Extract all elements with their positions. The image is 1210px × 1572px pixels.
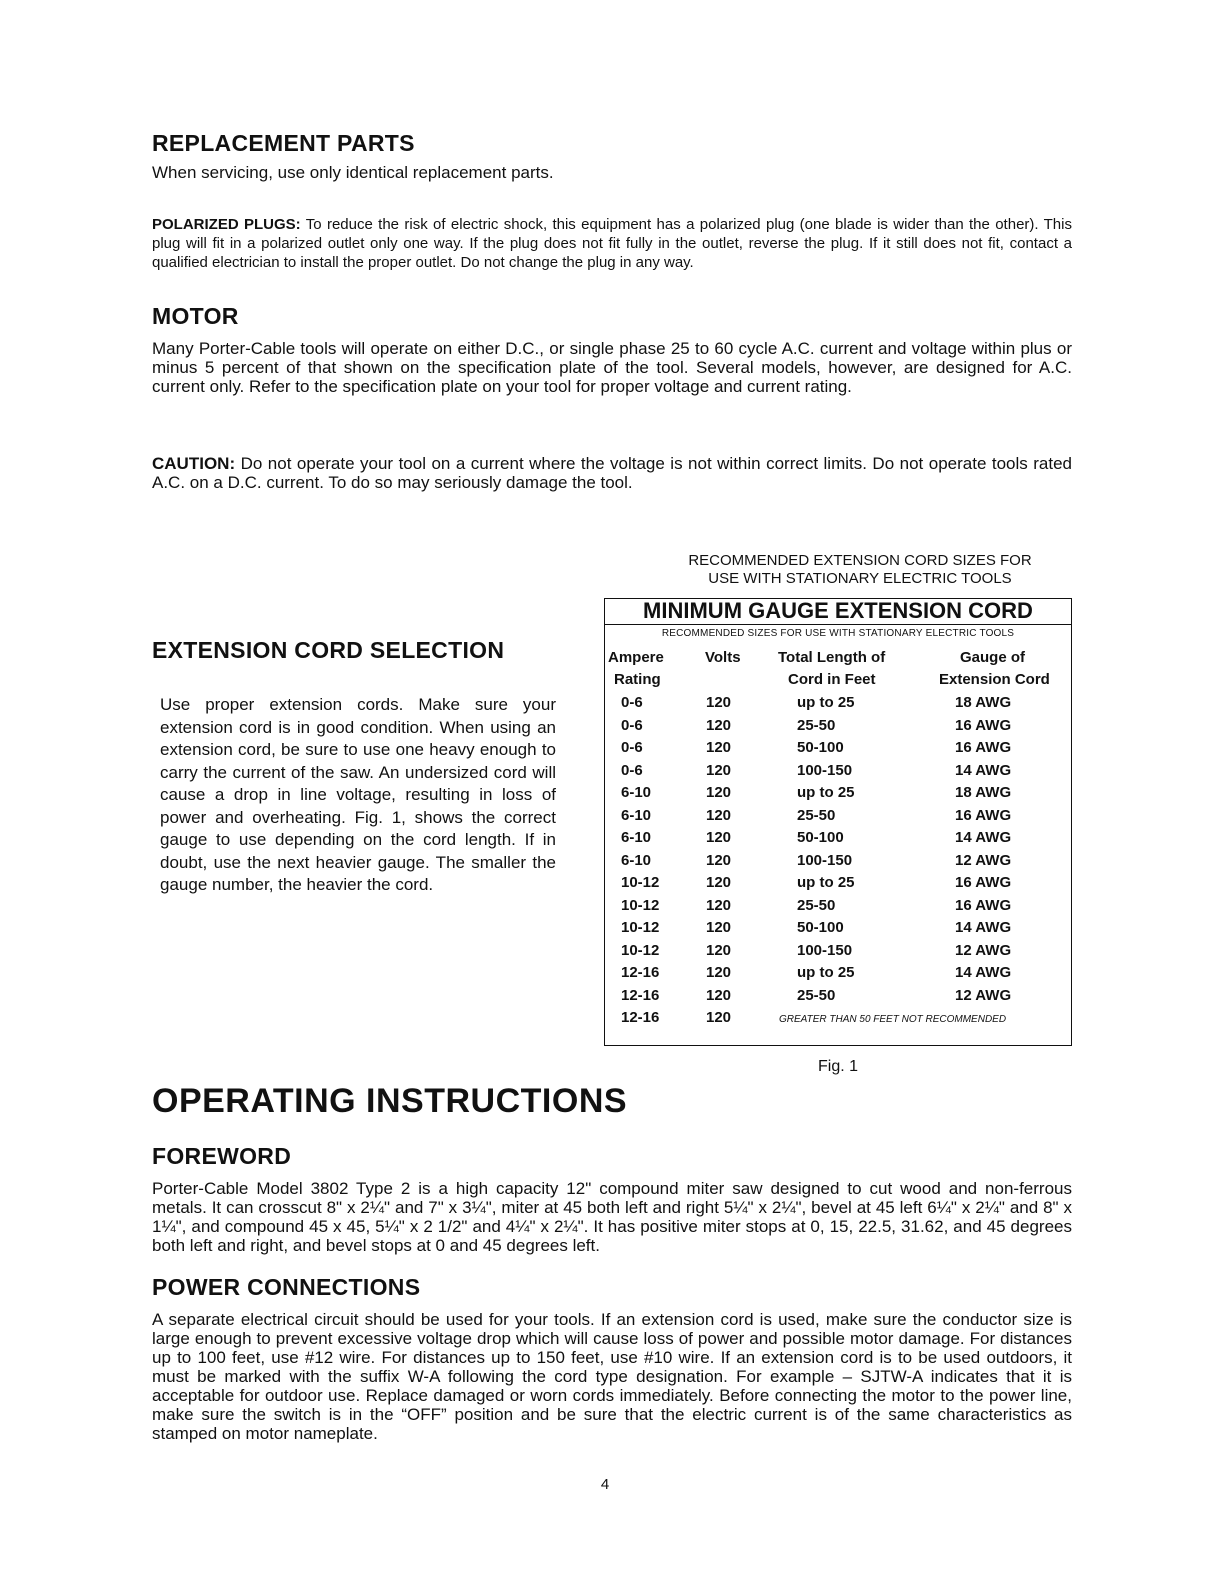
- extension-cord-table: [604, 598, 1072, 1046]
- cell-amp: 0-6: [621, 739, 643, 756]
- cell-gauge: 16 AWG: [955, 874, 1012, 891]
- cell-volts: 120: [706, 806, 732, 824]
- cell-length: 25-50: [797, 716, 836, 734]
- cell-gauge: 12 AWG: [955, 851, 1012, 869]
- extension-cord-text: Use proper extension cords. Make sure your extension cord is in good condition. When using an extension cord, be sure to use one heavy enough to carry the current of the saw. An undersized cord will cause a drop in line voltage, resulting in loss of power and overheating. Fig. 1, shows the correct gauge to use depending on the cord length. If in doubt, use the next heavier gauge. The smaller the gauge number, the heavier the cord.: [160, 695, 556, 894]
- cell-gauge: 14 AWG: [955, 919, 1012, 936]
- cell-volts: 120: [706, 784, 732, 801]
- caution-text: Do not operate your tool on a current where the voltage is not within correct limits. Do not operate tools rated A.C. on a D.C. current. To do so may seriously damage the tool.: [152, 454, 1072, 492]
- cell-gauge: 16 AWG: [955, 739, 1012, 756]
- cell-gauge: 16 AWG: [955, 806, 1012, 824]
- cell-amp: 10-12: [621, 874, 660, 891]
- table-caption-line1: RECOMMENDED EXTENSION CORD SIZES FOR: [688, 552, 1032, 569]
- table-caption-line2: USE WITH STATIONARY ELECTRIC TOOLS: [708, 570, 1012, 587]
- table-row: [605, 805, 1071, 827]
- table-row: [605, 692, 1071, 714]
- cell-volts: 120: [706, 874, 732, 891]
- cell-length: 100-150: [797, 851, 853, 869]
- header-ampere: Ampere: [608, 649, 664, 666]
- cell-amp: 10-12: [621, 896, 660, 914]
- cell-gauge: 14 AWG: [955, 829, 1012, 846]
- cell-amp: 0-6: [621, 761, 643, 779]
- table-subtitle: RECOMMENDED SIZES FOR USE WITH STATIONARY ELECTRIC TOOLS: [661, 628, 1015, 639]
- cell-gauge: 14 AWG: [955, 964, 1012, 981]
- cell-length: 25-50: [797, 986, 836, 1004]
- cell-amp: 6-10: [621, 784, 652, 801]
- table-row: [605, 715, 1071, 737]
- cell-note: GREATER THAN 50 FEET NOT RECOMMENDED: [779, 1014, 1007, 1025]
- cell-volts: 120: [706, 941, 732, 959]
- cell-length: 100-150: [797, 761, 853, 779]
- cell-gauge: 14 AWG: [955, 761, 1012, 779]
- cell-amp: 12-16: [621, 964, 660, 981]
- table-row: [605, 782, 1071, 804]
- header-gauge-line1: Gauge of: [960, 649, 1026, 666]
- cell-gauge: 16 AWG: [955, 896, 1012, 914]
- foreword-heading: FOREWORD: [152, 1143, 292, 1169]
- header-volts: Volts: [705, 649, 741, 666]
- cell-gauge: 12 AWG: [955, 941, 1012, 959]
- header-gauge-line2: Extension Cord: [939, 671, 1050, 688]
- table-row: [605, 917, 1071, 939]
- cell-volts: 120: [706, 716, 732, 734]
- polarized-plugs-lead: POLARIZED PLUGS:: [152, 216, 301, 233]
- motor-text: Many Porter-Cable tools will operate on either D.C., or single phase 25 to 60 cycle A.C. current and voltage within plus or minus 5 percent of that shown on the specification plate of the tool. Several models, however, are designed for A.C. current only. Refer to the specification plate on your tool for proper voltage and current rating.: [152, 339, 1072, 396]
- cell-length: up to 25: [797, 964, 855, 981]
- caution-lead: CAUTION:: [152, 454, 236, 473]
- cell-gauge: 18 AWG: [955, 784, 1012, 801]
- cell-length: 25-50: [797, 896, 836, 914]
- cell-volts: 120: [706, 851, 732, 869]
- table-row: [605, 985, 1071, 1007]
- replacement-parts-text: When servicing, use only identical replacement parts.: [152, 163, 554, 182]
- cell-length: up to 25: [797, 694, 855, 711]
- cell-volts: 120: [706, 964, 732, 981]
- cell-length: 50-100: [797, 829, 844, 846]
- table-row: [605, 895, 1071, 917]
- table-row: [605, 827, 1071, 849]
- extension-cord-heading: EXTENSION CORD SELECTION: [152, 637, 505, 663]
- cell-length: 50-100: [797, 919, 844, 936]
- replacement-parts-heading: REPLACEMENT PARTS: [152, 130, 415, 156]
- cell-volts: 120: [706, 694, 732, 711]
- header-rating: Rating: [614, 671, 661, 688]
- page-number: 4: [600, 1476, 610, 1493]
- table-title: MINIMUM GAUGE EXTENSION CORD: [605, 599, 1071, 625]
- cell-length: 25-50: [797, 806, 836, 824]
- table-row: [605, 850, 1071, 872]
- operating-instructions-heading: OPERATING INSTRUCTIONS: [152, 1082, 628, 1120]
- cell-amp: 10-12: [621, 919, 660, 936]
- cell-length: 100-150: [797, 941, 853, 959]
- cell-amp: 6-10: [621, 829, 652, 846]
- power-connections-text: A separate electrical circuit should be used for your tools. If an extension cord is used, make sure the conductor size is large enough to prevent excessive voltage drop which will cause loss of power and possible motor damage. For distances up to 100 feet, use #12 wire. For distances up to 150 feet, use #10 wire. If an extension cord is to be used outdoors, it must be marked with the suffix W-A following the cord type designation. For example – SJTW-A indicates that it is acceptable for outdoor use. Replace damaged or worn cords immediately. Before connecting the motor to the power line, make sure the switch is in the “OFF” position and be sure that the electric current is of the same characteristics as stamped on motor nameplate.: [152, 1310, 1072, 1443]
- cell-amp: 0-6: [621, 694, 643, 711]
- cell-length: 50-100: [797, 739, 844, 756]
- header-length-line2: Cord in Feet: [788, 671, 876, 688]
- table-row: [605, 760, 1071, 782]
- cell-gauge: 16 AWG: [955, 716, 1012, 734]
- cell-volts: 120: [706, 739, 732, 756]
- cell-volts: 120: [706, 919, 732, 936]
- figure-label: Fig. 1: [818, 1058, 859, 1075]
- header-length-line1: Total Length of: [778, 649, 886, 666]
- cell-length: up to 25: [797, 874, 855, 891]
- cell-amp: 12-16: [621, 1009, 660, 1026]
- cell-amp: 6-10: [621, 806, 652, 824]
- table-row: [605, 940, 1071, 962]
- polarized-plugs-text: To reduce the risk of electric shock, this equipment has a polarized plug (one blade is wider than the other). This plug will fit in a polarized outlet only one way. If the plug does not fit fully in the outlet, reverse the plug. If it still does not fit, contact a qualified electrician to install the proper outlet. Do not change the plug in any way.: [152, 216, 1072, 271]
- table-row: [605, 872, 1071, 894]
- cell-length: up to 25: [797, 784, 855, 801]
- motor-heading: MOTOR: [152, 303, 239, 329]
- foreword-text: Porter-Cable Model 3802 Type 2 is a high capacity 12" compound miter saw designed to cut wood and non-ferrous metals. It can crosscut 8" x 2¼" and 7" x 3¼", miter at 45 both left and right 5¼" x 2¼", bevel at 45 left 6¼" x 2¼" and 8" x 1¼", and compound 45 x 45, 5¼" x 2 1/2" and 4¼" x 2¼". It has positive miter stops at 0, 15, 22.5, 31.62, and 45 degrees both left and right, and bevel stops at 0 and 45 degrees left.: [152, 1179, 1072, 1255]
- cell-volts: 120: [706, 761, 732, 779]
- table-row: [605, 962, 1071, 984]
- cell-amp: 12-16: [621, 986, 660, 1004]
- caution-paragraph: [152, 454, 1072, 492]
- cell-volts: 120: [706, 1009, 732, 1026]
- cell-volts: 120: [706, 829, 732, 846]
- polarized-plugs-paragraph: [152, 215, 1072, 272]
- power-connections-heading: POWER CONNECTIONS: [152, 1274, 421, 1300]
- cell-gauge: 12 AWG: [955, 986, 1012, 1004]
- cell-volts: 120: [706, 986, 732, 1004]
- cell-volts: 120: [706, 896, 732, 914]
- cell-amp: 6-10: [621, 851, 652, 869]
- table-row-last: [605, 1007, 1071, 1029]
- cell-amp: 0-6: [621, 716, 643, 734]
- cell-gauge: 18 AWG: [955, 694, 1012, 711]
- table-caption: [640, 552, 1080, 588]
- cell-amp: 10-12: [621, 941, 660, 959]
- table-row: [605, 737, 1071, 759]
